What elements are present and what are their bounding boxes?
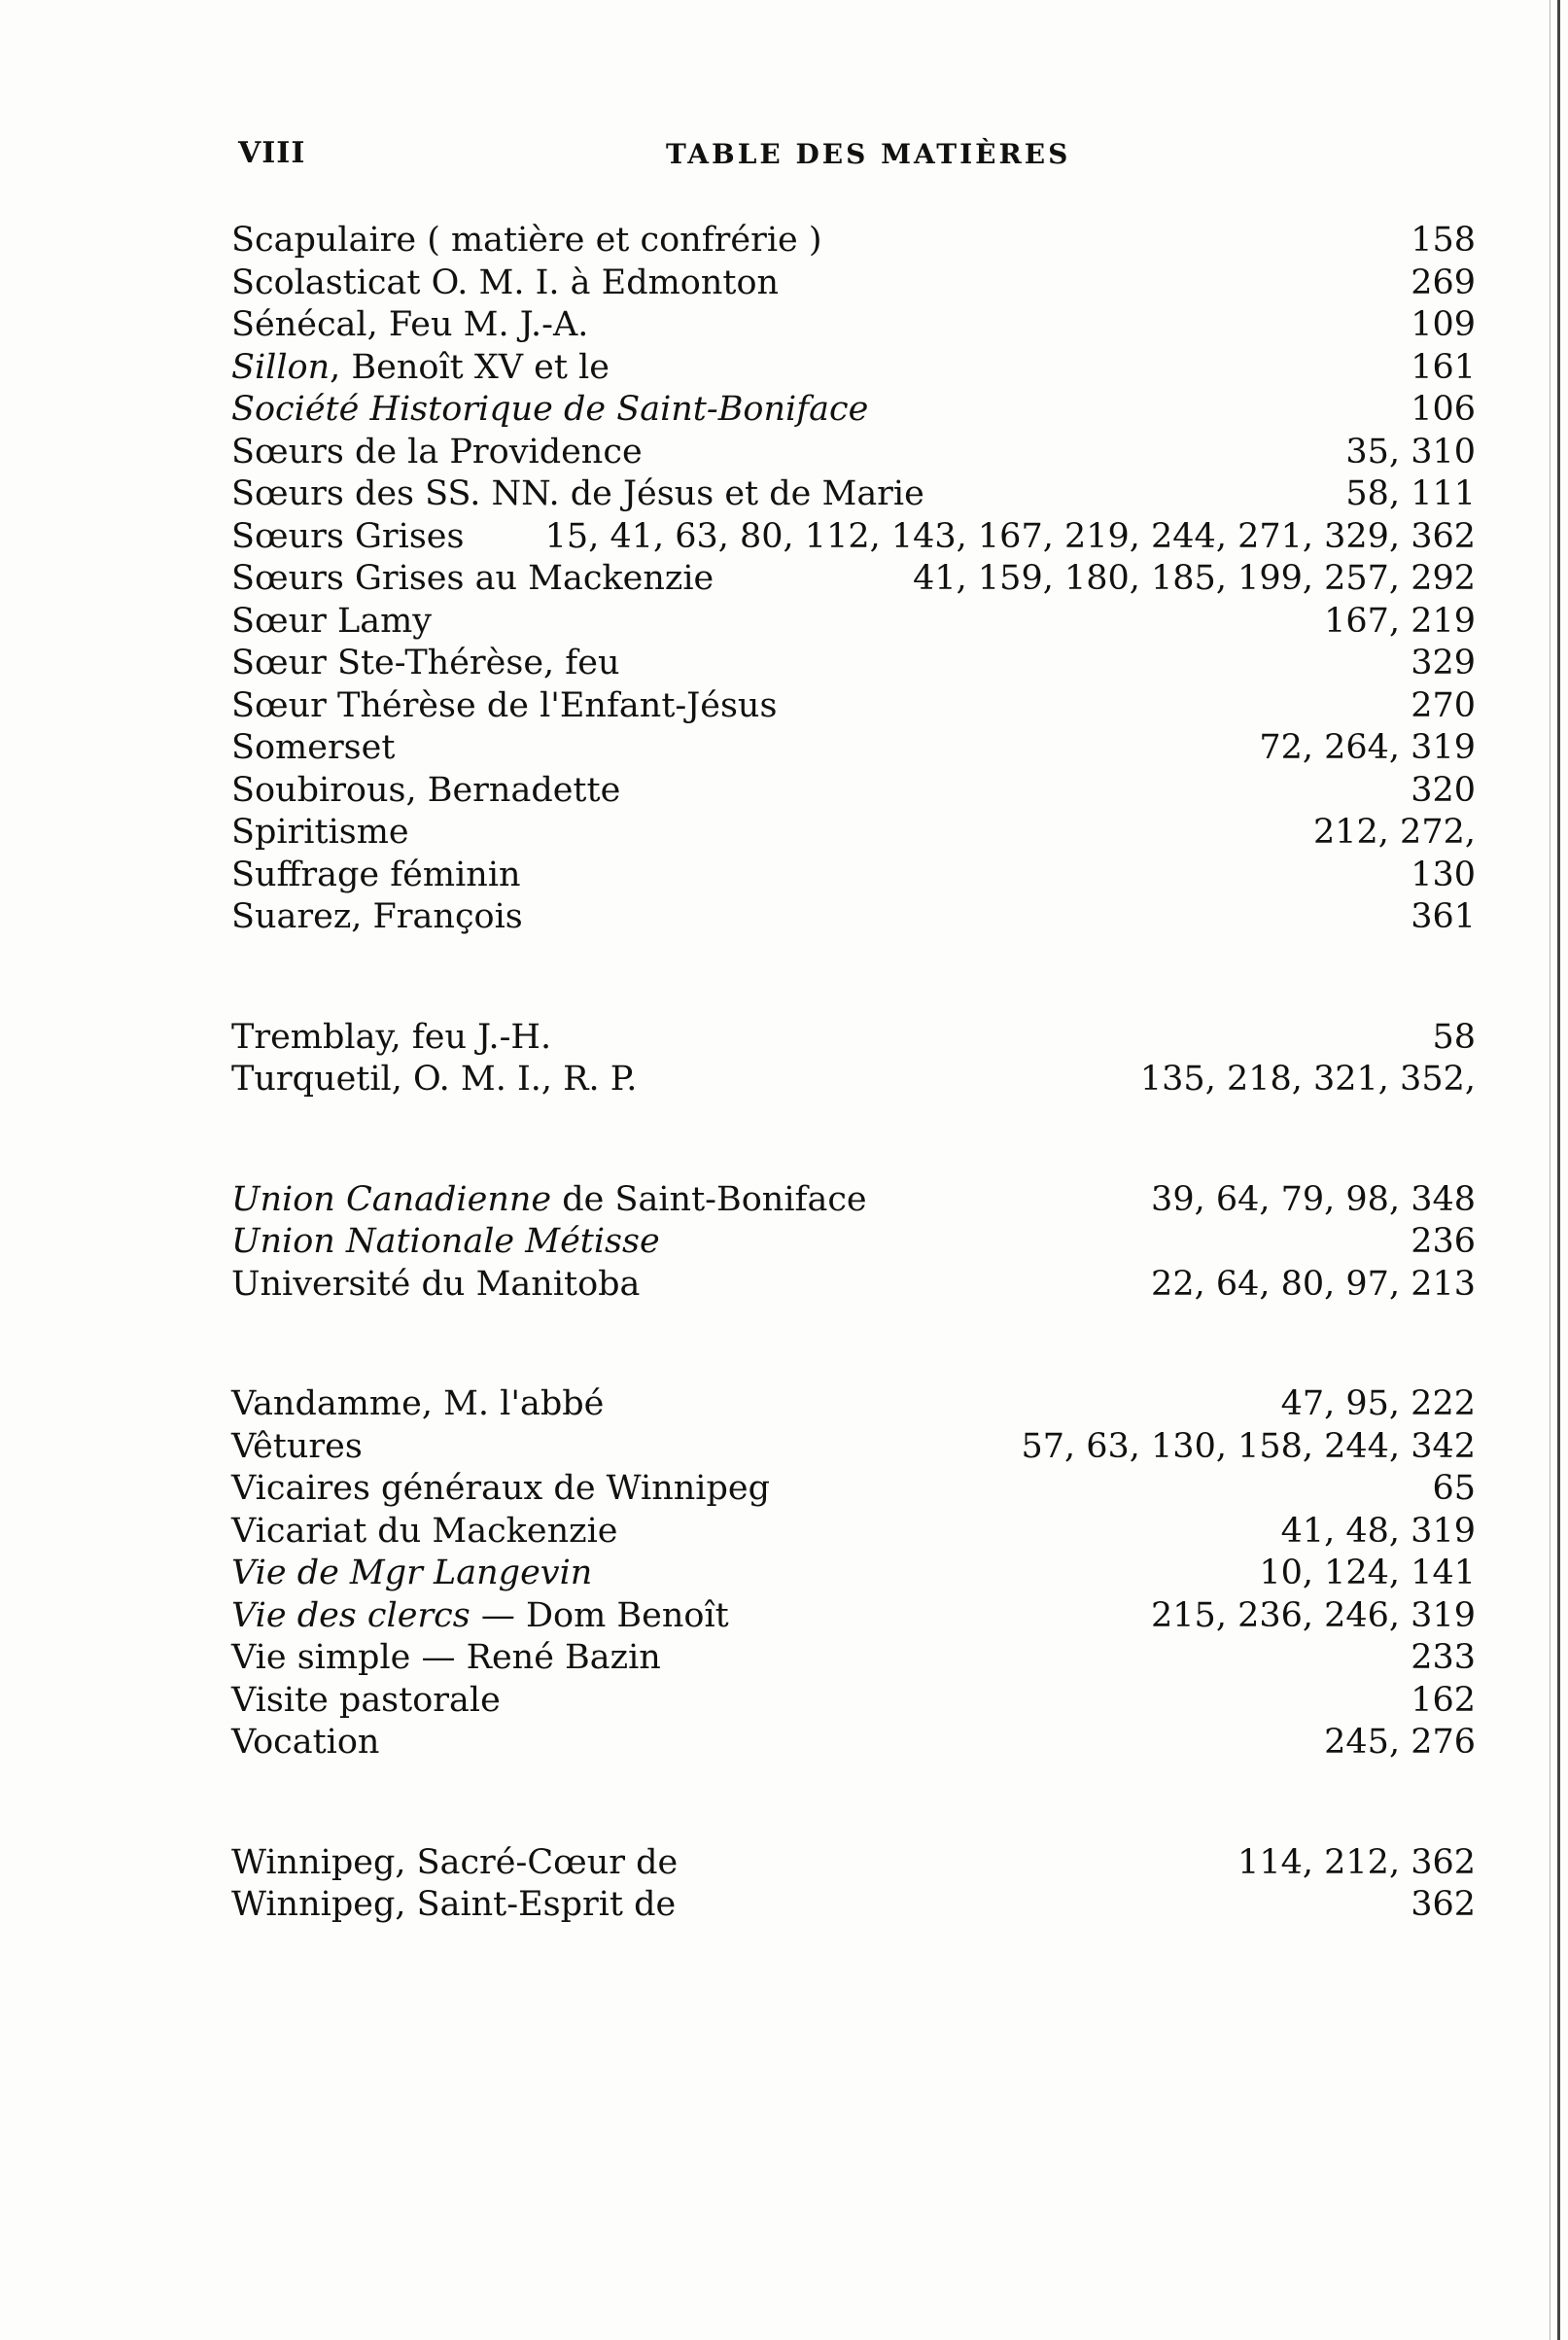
index-entry bbox=[231, 685, 1476, 728]
index-entry bbox=[231, 1842, 1476, 1885]
index-entry bbox=[231, 1017, 1476, 1060]
index-pages: 215, 236, 246, 319 bbox=[1151, 1595, 1476, 1635]
index-term-text: Somerset bbox=[231, 728, 396, 767]
index-pages: 15, 41, 63, 80, 112, 143, 167, 219, 244, 271, 329, 362 bbox=[544, 516, 1476, 556]
index-term bbox=[231, 1221, 660, 1264]
index-entry bbox=[231, 896, 1476, 939]
index-term-text: de Saint-Boniface bbox=[551, 1179, 867, 1219]
index-term-text: Scolasticat O. M. I. à Edmonton bbox=[231, 262, 780, 302]
index-term bbox=[231, 1637, 661, 1680]
index-term-italic: Union Canadienne bbox=[231, 1179, 552, 1219]
index-entry bbox=[231, 473, 1476, 516]
index-pages: 57, 63, 130, 158, 244, 342 bbox=[1021, 1426, 1476, 1466]
index-entry bbox=[231, 1511, 1476, 1554]
index-entry bbox=[231, 770, 1476, 813]
index-term-italic: Société Historique de Saint-Boniface bbox=[231, 390, 869, 429]
index-body bbox=[231, 220, 1476, 1927]
index-pages: 270 bbox=[1411, 685, 1476, 725]
index-term bbox=[231, 1884, 676, 1927]
index-group bbox=[231, 1383, 1476, 1764]
index-term-text: Vandamme, M. l'abbé bbox=[231, 1384, 605, 1423]
index-entry bbox=[231, 432, 1476, 474]
index-entry bbox=[231, 643, 1476, 685]
index-pages: 245, 276 bbox=[1324, 1723, 1476, 1762]
index-pages: 41, 48, 319 bbox=[1280, 1511, 1476, 1551]
index-pages: 41, 159, 180, 185, 199, 257, 292 bbox=[913, 559, 1476, 598]
index-pages: 106 bbox=[1411, 390, 1476, 429]
index-term-text: Vocation bbox=[231, 1723, 380, 1762]
index-term-text: Soubirous, Bernadette bbox=[231, 770, 621, 810]
index-entry bbox=[231, 220, 1476, 262]
index-term-text: Scapulaire ( matière et confrérie ) bbox=[231, 221, 822, 260]
page-edge-shadow bbox=[1557, 0, 1560, 2340]
index-pages: 158 bbox=[1411, 221, 1476, 260]
index-term-text: Visite pastorale bbox=[231, 1680, 501, 1720]
index-pages: 329 bbox=[1411, 644, 1476, 682]
index-pages: 236 bbox=[1411, 1222, 1476, 1261]
index-term bbox=[231, 1059, 637, 1101]
index-group bbox=[231, 1842, 1476, 1927]
index-term-italic: Vie des clercs bbox=[231, 1595, 470, 1635]
index-term bbox=[231, 1383, 604, 1426]
index-term-text: Sœurs Grises au Mackenzie bbox=[231, 559, 714, 598]
index-term bbox=[231, 601, 432, 644]
index-pages: 47, 95, 222 bbox=[1280, 1384, 1476, 1423]
index-term-text: Turquetil, O. M. I., R. P. bbox=[231, 1060, 638, 1099]
index-pages: 72, 264, 319 bbox=[1259, 728, 1476, 767]
index-pages: 114, 212, 362 bbox=[1237, 1842, 1476, 1882]
index-term-text: Sœur Thérèse de l'Enfant-Jésus bbox=[231, 685, 778, 725]
index-term bbox=[231, 516, 464, 559]
index-term bbox=[231, 262, 779, 305]
index-term-text: Sœurs de la Providence bbox=[231, 432, 643, 471]
index-term-italic: Vie de Mgr Langevin bbox=[231, 1554, 593, 1592]
index-entry bbox=[231, 1468, 1476, 1511]
index-term bbox=[231, 432, 643, 474]
index-entry bbox=[231, 1595, 1476, 1638]
index-entry bbox=[231, 262, 1476, 305]
index-pages: 161 bbox=[1411, 347, 1476, 387]
page-header bbox=[238, 136, 1473, 175]
index-term-text: Suarez, François bbox=[231, 897, 523, 936]
index-pages: 58 bbox=[1432, 1017, 1476, 1057]
index-entry bbox=[231, 1553, 1476, 1595]
index-term bbox=[231, 1680, 501, 1723]
index-term-text: Université du Manitoba bbox=[231, 1264, 641, 1304]
index-term bbox=[231, 347, 610, 390]
index-entry bbox=[231, 1221, 1476, 1264]
index-term-text: Sœur Lamy bbox=[231, 601, 433, 641]
index-term-text: Vicaires généraux de Winnipeg bbox=[231, 1469, 771, 1508]
index-pages: 320 bbox=[1411, 770, 1476, 810]
index-term bbox=[231, 1842, 678, 1885]
index-entry bbox=[231, 601, 1476, 644]
index-pages: 361 bbox=[1411, 897, 1476, 936]
index-term-text: Sœurs des SS. NN. de Jésus et de Marie bbox=[231, 474, 924, 513]
index-entry bbox=[231, 855, 1476, 897]
index-term-text: Sœur Ste-Thérèse, feu bbox=[231, 644, 620, 682]
index-entry bbox=[231, 1637, 1476, 1680]
index-term-text: Winnipeg, Saint-Esprit de bbox=[231, 1885, 677, 1924]
index-group bbox=[231, 1179, 1476, 1307]
index-entry bbox=[231, 1426, 1476, 1469]
index-term bbox=[231, 1264, 640, 1307]
index-term-text: Sœurs Grises bbox=[231, 516, 465, 556]
index-entry bbox=[231, 389, 1476, 432]
index-pages: 212, 272, bbox=[1313, 813, 1476, 852]
index-pages: 109 bbox=[1411, 305, 1476, 344]
page-edge-line bbox=[1550, 0, 1551, 2340]
index-pages: 362 bbox=[1411, 1885, 1476, 1924]
index-pages: 269 bbox=[1411, 262, 1476, 302]
index-term-italic: Sillon bbox=[231, 347, 331, 387]
index-entry bbox=[231, 727, 1476, 770]
index-term-text: Sénécal, Feu M. J.-A. bbox=[231, 305, 589, 344]
index-term bbox=[231, 1595, 729, 1638]
index-term bbox=[231, 1553, 592, 1595]
index-term-text: Tremblay, feu J.-H. bbox=[231, 1017, 552, 1057]
index-pages: 58, 111 bbox=[1345, 474, 1476, 513]
index-term bbox=[231, 1722, 379, 1764]
index-entry bbox=[231, 516, 1476, 559]
index-term bbox=[231, 558, 714, 601]
index-term bbox=[231, 643, 620, 685]
index-pages: 135, 218, 321, 352, bbox=[1139, 1060, 1476, 1099]
index-term bbox=[231, 473, 924, 516]
index-pages: 233 bbox=[1411, 1638, 1476, 1677]
index-entry bbox=[231, 1884, 1476, 1927]
index-term-text: Vie simple — René Bazin bbox=[231, 1638, 661, 1677]
index-term bbox=[231, 1017, 551, 1060]
index-term bbox=[231, 220, 822, 262]
index-term bbox=[231, 812, 409, 855]
index-pages: 130 bbox=[1411, 855, 1476, 894]
index-entry bbox=[231, 558, 1476, 601]
page-number: VIII bbox=[238, 136, 306, 170]
index-term bbox=[231, 1426, 363, 1469]
index-entry bbox=[231, 1179, 1476, 1222]
running-title: TABLE DES MATIÈRES bbox=[666, 138, 1071, 170]
index-entry bbox=[231, 1264, 1476, 1307]
index-term bbox=[231, 1511, 618, 1554]
index-term-text: Vêtures bbox=[231, 1426, 363, 1466]
index-entry bbox=[231, 304, 1476, 347]
index-term-text: Vicariat du Mackenzie bbox=[231, 1511, 618, 1551]
index-term-text: Winnipeg, Sacré-Cœur de bbox=[231, 1842, 679, 1882]
index-term bbox=[231, 304, 588, 347]
index-pages: 162 bbox=[1411, 1680, 1476, 1720]
index-pages: 22, 64, 80, 97, 213 bbox=[1151, 1264, 1476, 1304]
index-pages: 65 bbox=[1432, 1469, 1476, 1508]
index-pages: 39, 64, 79, 98, 348 bbox=[1151, 1179, 1476, 1219]
index-group bbox=[231, 1017, 1476, 1101]
index-entry bbox=[231, 347, 1476, 390]
index-term bbox=[231, 685, 777, 728]
index-term bbox=[231, 770, 620, 813]
index-term-text: Suffrage féminin bbox=[231, 855, 521, 894]
index-entry bbox=[231, 1383, 1476, 1426]
index-term bbox=[231, 855, 521, 897]
index-term-text: — Dom Benoît bbox=[470, 1595, 729, 1635]
index-term-italic: Union Nationale Métisse bbox=[231, 1222, 660, 1261]
index-entry bbox=[231, 1722, 1476, 1764]
index-pages: 167, 219 bbox=[1324, 601, 1476, 641]
index-term-text: , Benoît XV et le bbox=[330, 347, 610, 387]
index-term bbox=[231, 727, 395, 770]
index-term-text: Spiritisme bbox=[231, 813, 409, 852]
index-entry bbox=[231, 812, 1476, 855]
index-term bbox=[231, 896, 523, 939]
index-term bbox=[231, 389, 868, 432]
index-entry bbox=[231, 1059, 1476, 1101]
index-group bbox=[231, 220, 1476, 939]
index-entry bbox=[231, 1680, 1476, 1723]
index-term bbox=[231, 1468, 770, 1511]
index-pages: 35, 310 bbox=[1345, 432, 1476, 471]
index-pages: 10, 124, 141 bbox=[1259, 1554, 1476, 1592]
index-term bbox=[231, 1179, 867, 1222]
